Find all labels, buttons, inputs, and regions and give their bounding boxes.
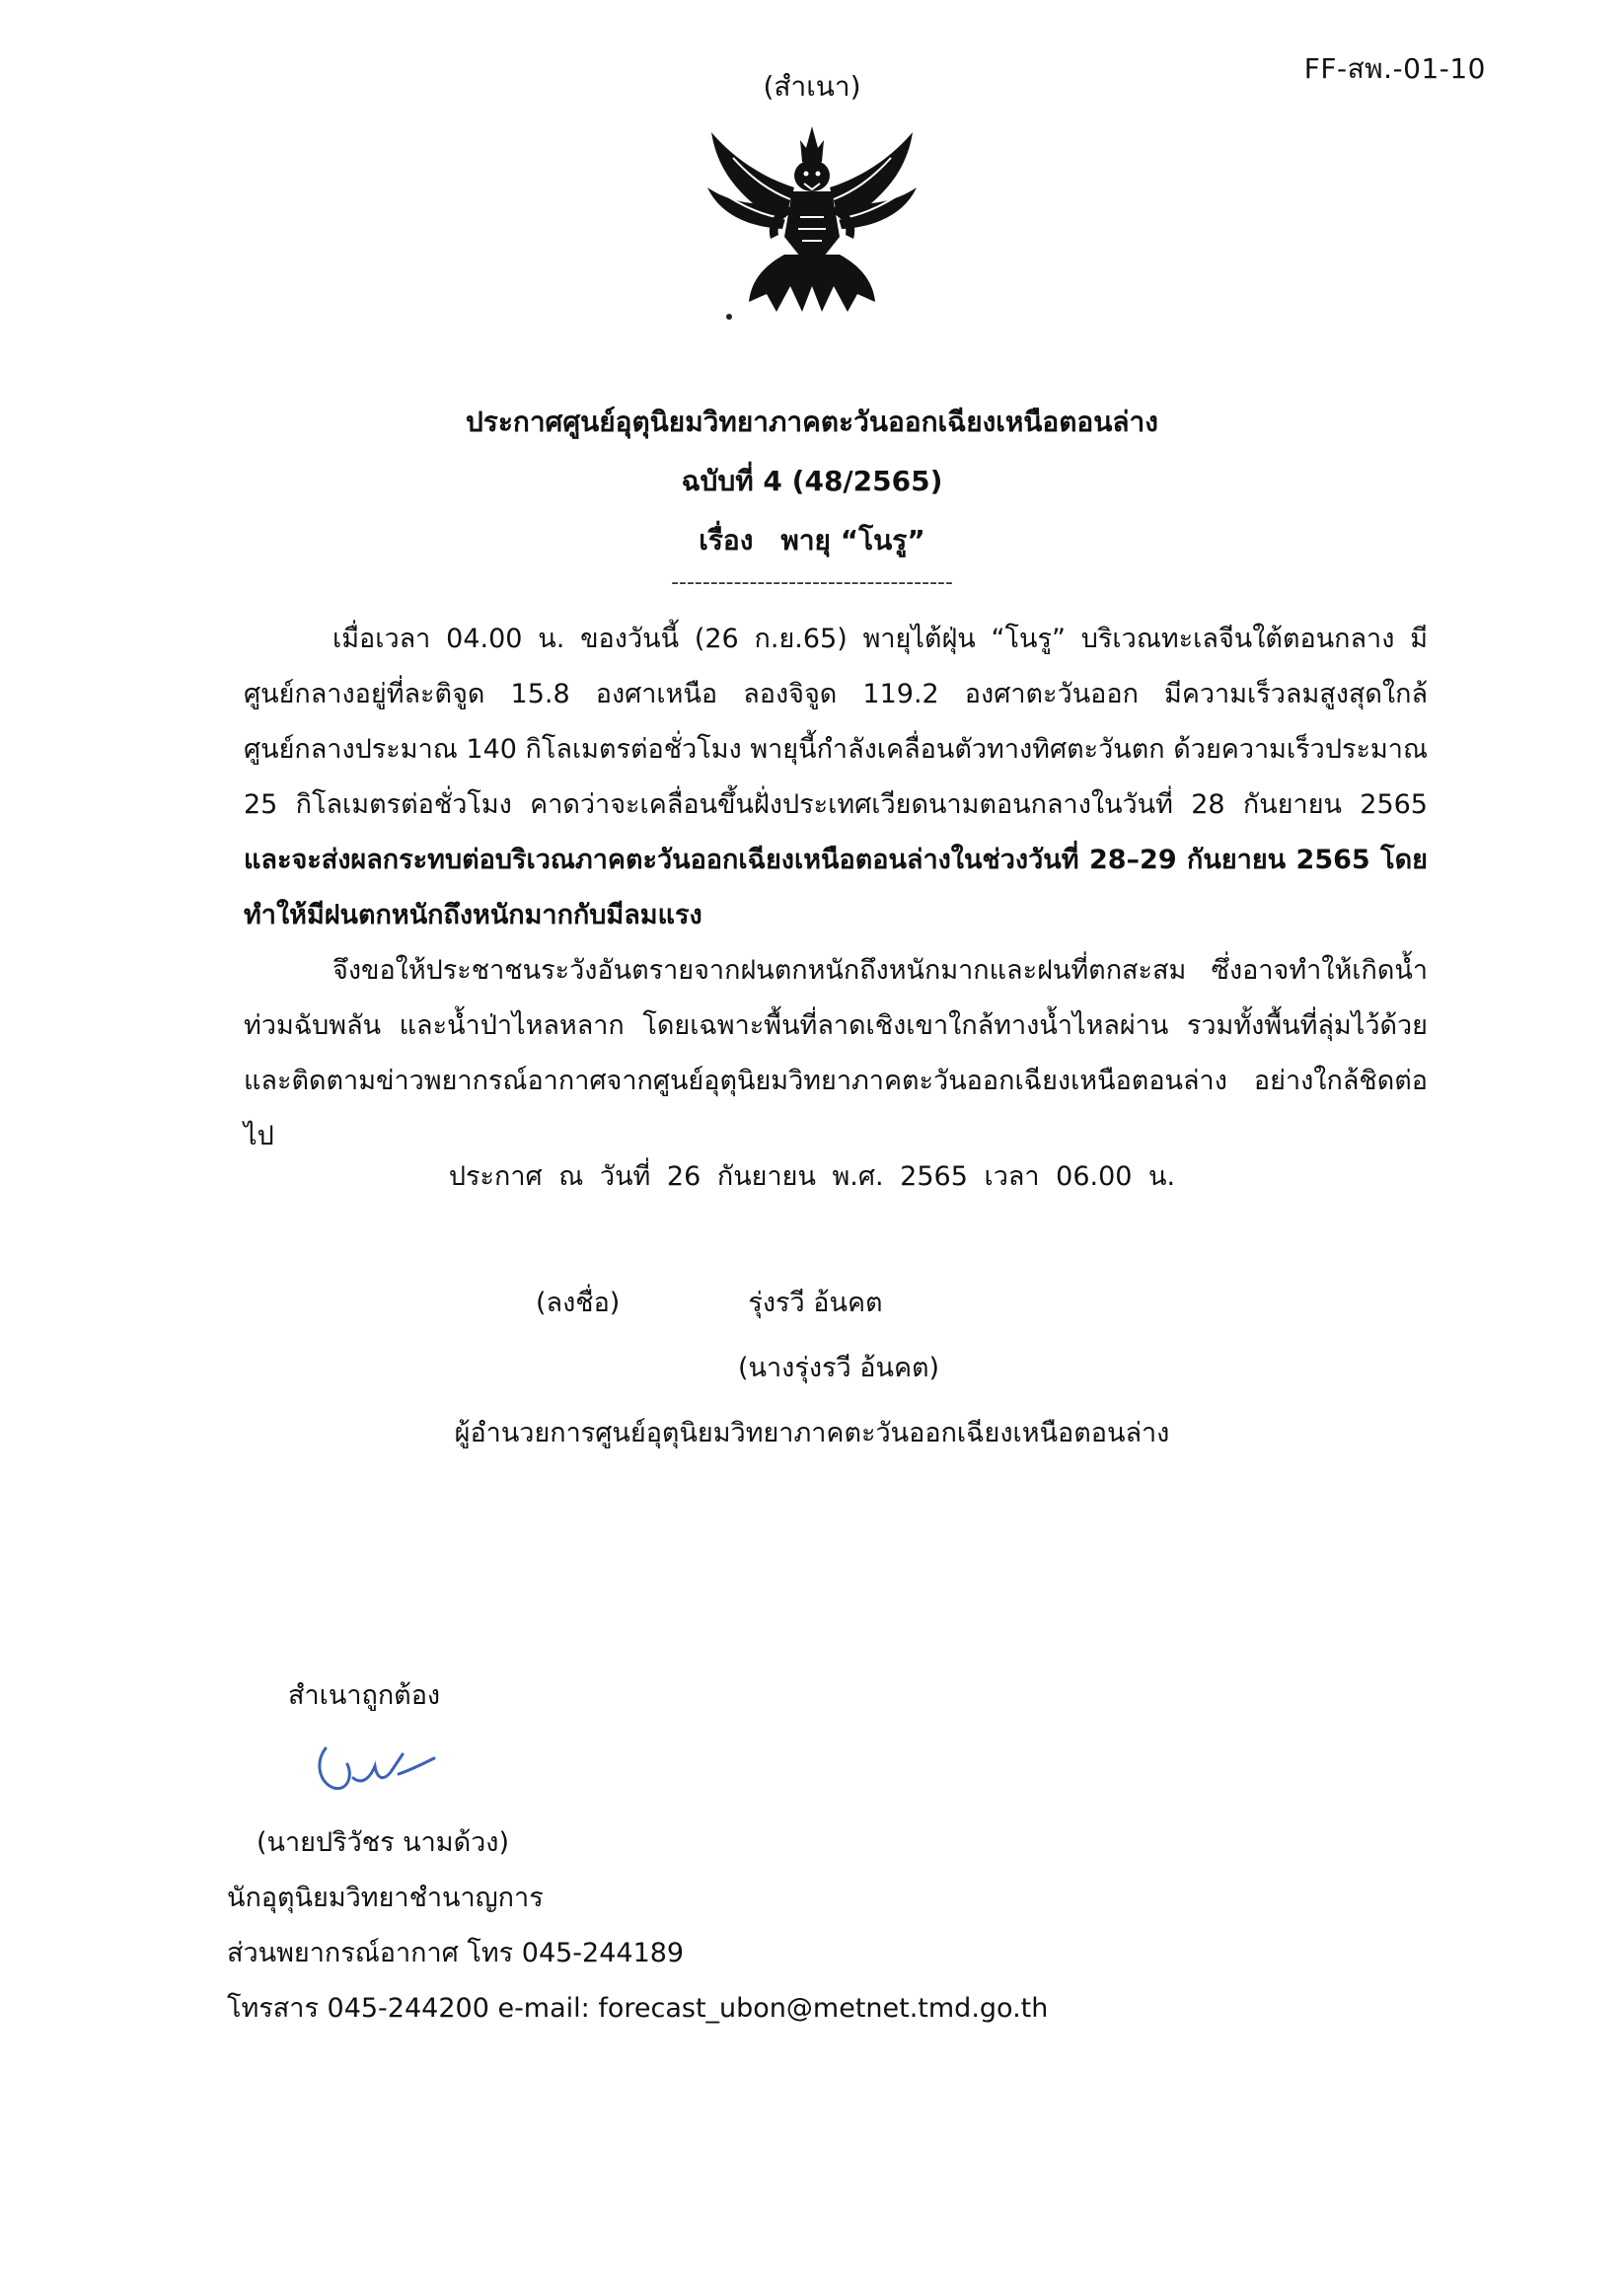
certifier-department-phone: ส่วนพยากรณ์อากาศ โทร 045-244189 [227,1938,685,1968]
body-paragraph-2: จึงขอให้ประชาชนระวังอันตรายจากฝนตกหนักถึงหนักมากและฝนที่ตกสะสม ซึ่งอาจทำให้เกิดน้ำท่วมฉับพลัน และน้ำป่าไหลหลาก โดยเฉพาะพื้นที่ลาดเชิงเขาใกล้ทางน้ำไหลผ่าน รวมทั้งพื้นที่ลุ่มไว้ด้วย และติดตามข่าวพยากรณ์อากาศจากศูนย์อุตุนิยมวิทยาภาคตะวันออกเฉียงเหนือตอนล่าง อย่างใกล้ชิดต่อไป [244,955,1428,1151]
announcement-subject [0,511,1624,570]
subject-label: เรื่อง [699,524,754,556]
body-paragraph-1-regular: เมื่อเวลา 04.00 น. ของวันนี้ (26 ก.ย.65) พายุไต้ฝุ่น “โนรู” บริเวณทะเลจีนใต้ตอนกลาง มีศูนย์กลางอยู่ที่ละติจูด 15.8 องศาเหนือ ลองจิจูด 119.2 องศาตะวันออก มีความเร็วลมสูงสุดใกล้ศูนย์กลางประมาณ 140 กิโลเมตรต่อชั่วโมง พายุนี้กำลังเคลื่อนตัวทางทิศตะวันตก ด้วยความเร็วประมาณ 25 กิโลเมตรต่อชั่วโมง คาดว่าจะเคลื่อนขึ้นฝั่งประเทศเวียดนามตอนกลางในวันที่ 28 กันยายน 2565 [244,624,1428,820]
certified-copy-label: สำเนาถูกต้อง [288,1680,441,1711]
subject-text: พายุ “โนรู” [780,524,925,556]
signatory-position: ผู้อำนวยการศูนย์อุตุนิยมวิทยาภาคตะวันออกเฉียงเหนือตอนล่าง [454,1418,1170,1448]
body-paragraph-1-bold: และจะส่งผลกระทบต่อบริเวณภาคตะวันออกเฉียงเหนือตอนล่างในช่วงวันที่ 28–29 กันยายน 2565 โดยทำให้มีฝนตกหนักถึงหนักมากกับมีลมแรง [244,845,1428,930]
certifier-name: (นายปริวัชร นามด้วง) [257,1827,510,1858]
certifier-title: นักอุตุนิยมวิทยาชำนาญการ [227,1883,544,1913]
signature-line [536,1281,883,1323]
signed-label: (ลงชื่อ) [536,1288,621,1318]
title-divider: ------------------------------------ [671,570,953,595]
document-code: FF-สพ.-01-10 [1303,52,1486,85]
body-paragraph-1 [244,612,1428,943]
announcement-title: ประกาศศูนย์อุตุนิยมวิทยาภาคตะวันออกเฉียงเหนือตอนล่าง [466,406,1158,438]
handwritten-signature [308,1727,446,1815]
announcement-number: ฉบับที่ 4 (48/2565) [681,465,943,497]
certifier-block [227,1815,1048,2037]
copy-mark: (สำเนา) [763,70,861,103]
signed-name: รุ่งรวี อ้นคต [748,1288,883,1318]
signatory-full-name: (นางรุ่งรวี อ้นคต) [738,1353,940,1383]
garuda-emblem-icon [694,118,930,326]
scan-speck [726,314,732,320]
announcement-body [244,612,1428,1164]
announcement-heading [0,393,1624,600]
announcement-date: ประกาศ ณ วันที่ 26 กันยายน พ.ศ. 2565 เวลา 06.00 น. [448,1161,1176,1192]
certifier-fax-email: โทรสาร 045-244200 e-mail: forecast_ubon@metnet.tmd.go.th [227,1993,1049,2024]
